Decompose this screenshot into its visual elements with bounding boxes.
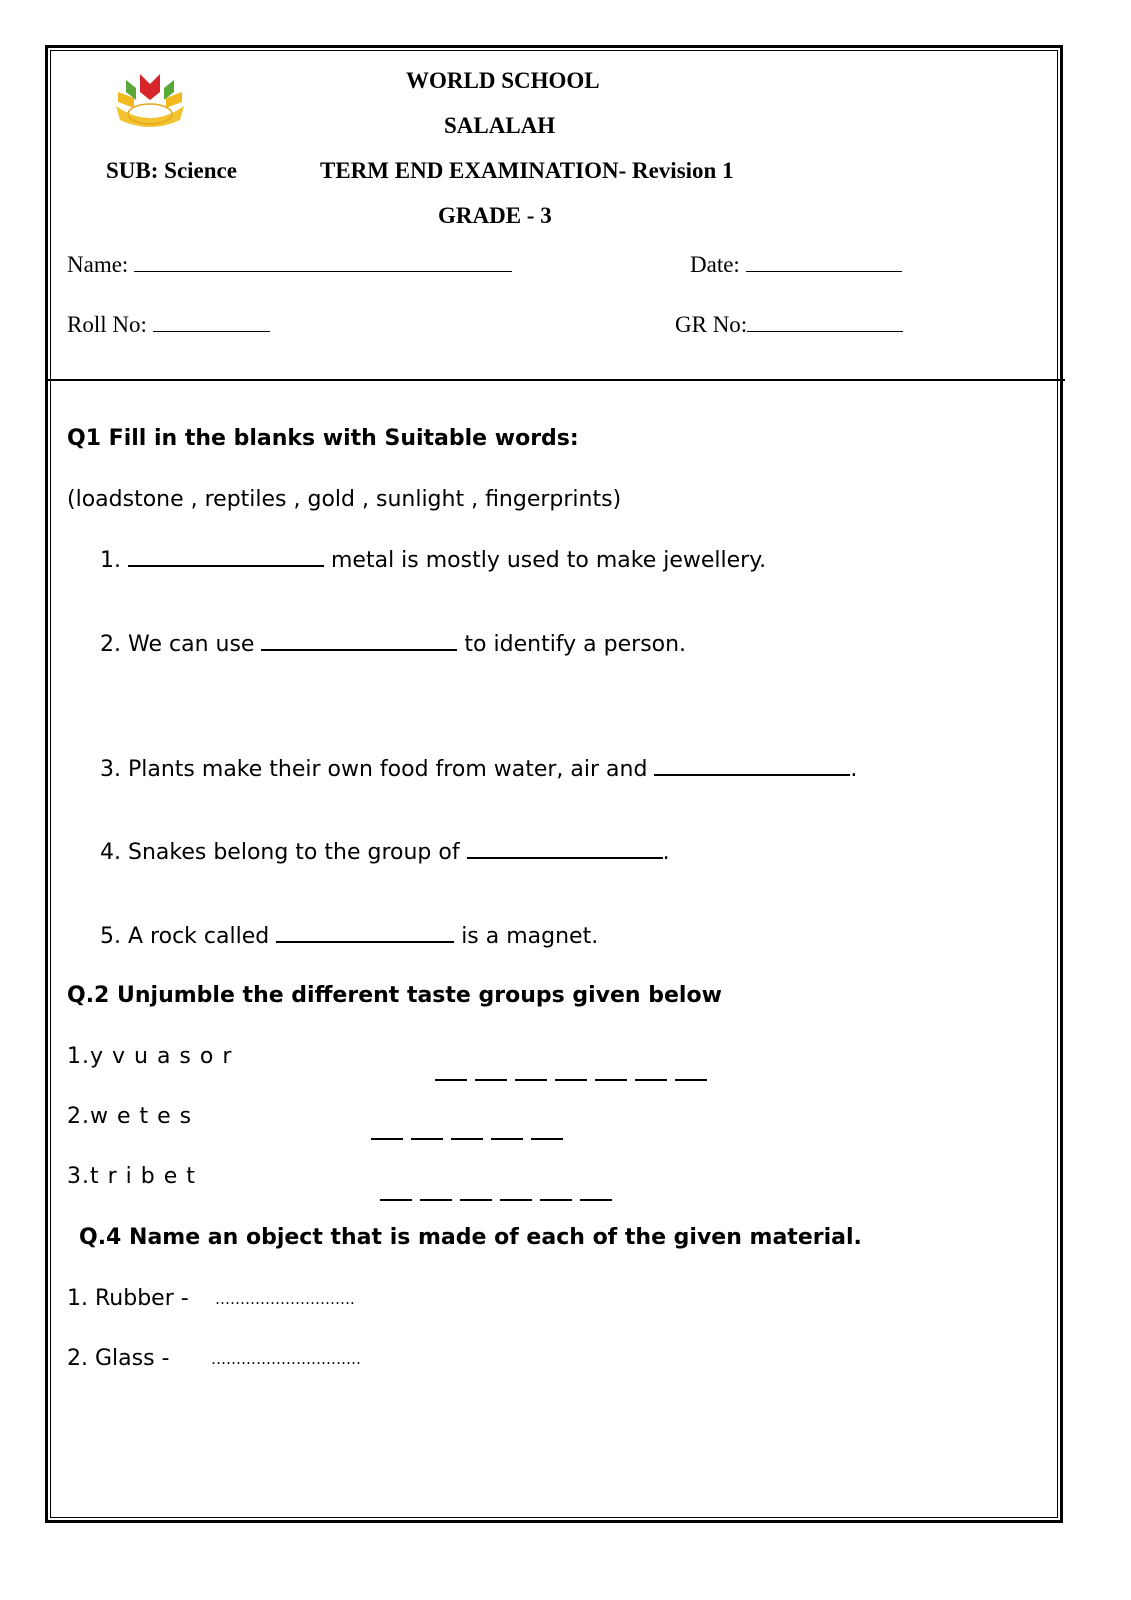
- gr-field[interactable]: [675, 309, 903, 338]
- roll-label: Roll No:: [67, 312, 147, 337]
- gr-input[interactable]: [747, 309, 903, 332]
- date-field[interactable]: [690, 249, 902, 278]
- q4-answer-2[interactable]: …………………………: [211, 1350, 361, 1368]
- blank-input[interactable]: [654, 756, 850, 776]
- q2-answer-3[interactable]: [380, 1188, 620, 1206]
- date-input[interactable]: [746, 249, 902, 272]
- name-input[interactable]: [134, 249, 512, 272]
- subject: SUB: Science: [106, 158, 237, 183]
- q1-item-4: 4. Snakes belong to the group of .: [100, 840, 670, 865]
- q2-answer-1[interactable]: [435, 1068, 715, 1086]
- q1-title: Q1 Fill in the blanks with Suitable words:: [67, 426, 579, 451]
- q4-answer-1[interactable]: ……………………….: [215, 1290, 355, 1308]
- gr-label: GR No:: [675, 312, 748, 337]
- roll-field[interactable]: [67, 309, 270, 338]
- q1-item-3: 3. Plants make their own food from water, air and .: [100, 757, 858, 782]
- exam-title: TERM END EXAMINATION- Revision 1: [320, 158, 734, 183]
- blank-input[interactable]: [128, 547, 324, 567]
- q4-title: Q.4 Name an object that is made of each of the given material.: [79, 1225, 862, 1250]
- blank-input[interactable]: [261, 631, 457, 651]
- header-divider: [47, 379, 1065, 381]
- q4-item-2: 2. Glass -: [67, 1346, 170, 1371]
- q1-item-2: 2. We can use to identify a person.: [100, 632, 687, 657]
- school-city: SALALAH: [444, 113, 556, 138]
- name-field[interactable]: [67, 249, 512, 278]
- q4-item-1: 1. Rubber -: [67, 1286, 189, 1311]
- q1-item-1: 1. metal is mostly used to make jewellery.: [100, 548, 767, 573]
- q2-item-1: 1.y v u a s o r: [67, 1044, 233, 1069]
- q1-item-5: 5. A rock called is a magnet.: [100, 924, 599, 949]
- q2-title: Q.2 Unjumble the different taste groups given below: [67, 983, 722, 1008]
- roll-input[interactable]: [153, 309, 270, 332]
- q2-item-3: 3.t r i b e t: [67, 1164, 196, 1189]
- blank-input[interactable]: [467, 839, 663, 859]
- date-label: Date:: [690, 252, 740, 277]
- q1-word-bank: (loadstone , reptiles , gold , sunlight , fingerprints): [67, 487, 622, 512]
- school-logo: [112, 68, 188, 130]
- blank-input[interactable]: [276, 923, 454, 943]
- q2-item-2: 2.w e t e s: [67, 1104, 193, 1129]
- school-name: WORLD SCHOOL: [406, 68, 600, 93]
- q2-answer-2[interactable]: [371, 1127, 571, 1145]
- name-label: Name:: [67, 252, 129, 277]
- grade: GRADE - 3: [438, 203, 552, 228]
